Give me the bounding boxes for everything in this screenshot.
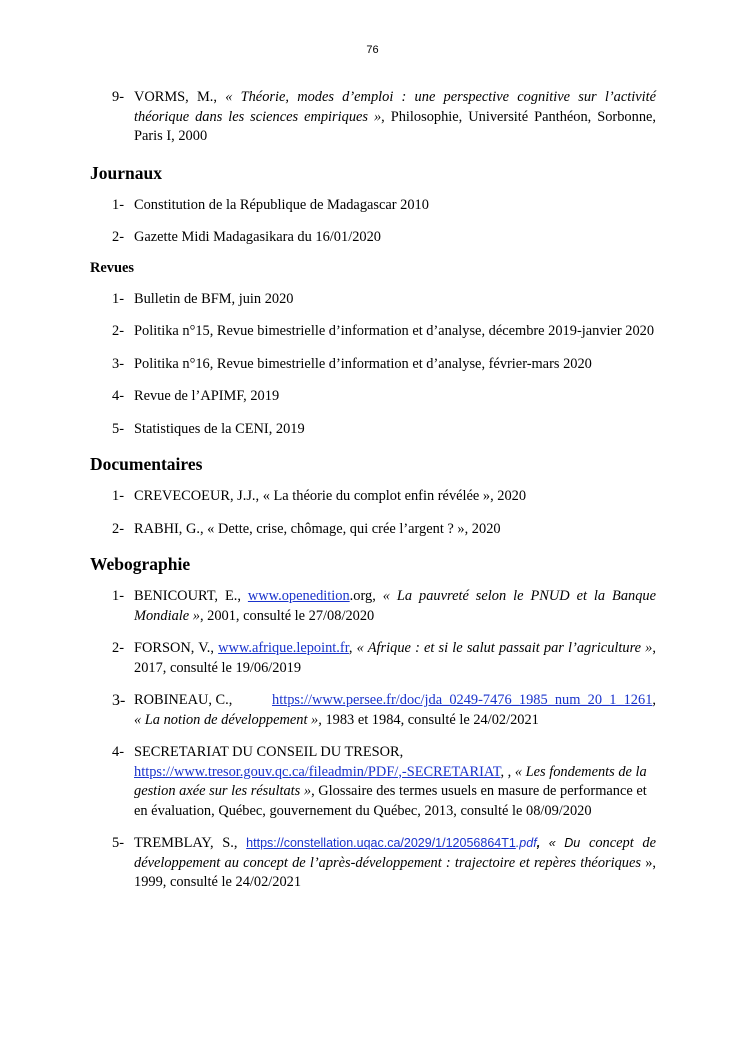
title-start: « Du <box>548 836 581 850</box>
title: « La notion de développement », <box>134 711 322 728</box>
list-item <box>90 834 656 893</box>
author: ROBINEAU, C., <box>134 692 233 708</box>
details: , 2017, consulté le 19/06/2019 <box>134 640 656 676</box>
details: , Philosophie, Université Panthéon, Sorbonne, Paris I, 2000 <box>134 108 656 144</box>
link[interactable]: www.openedition <box>247 588 350 604</box>
list-item <box>90 487 656 507</box>
list-item <box>90 420 656 440</box>
item-text: Constitution de la République de Madagascar 2010 <box>134 196 429 213</box>
list-item <box>90 88 656 147</box>
link[interactable]: https://www.tresor.gouv.qc.ca/fileadmin/PDF/,-SECRETARIAT <box>134 763 501 780</box>
list-item <box>90 520 656 540</box>
author: TREMBLAY, S., <box>134 835 247 851</box>
link-suffix: , , <box>500 763 515 780</box>
item-text: Politika n°16, Revue bimestrielle d’information et d’analyse, février-mars 2020 <box>134 355 592 372</box>
entry-line <box>134 691 656 711</box>
list-item <box>90 387 656 407</box>
link[interactable]: www.afrique.lepoint.fr <box>218 640 349 656</box>
item-text: RABHI, G., « Dette, crise, chômage, qui crée l’argent ? », 2020 <box>134 520 501 537</box>
title: « Afrique : et si le salut passait par l’agriculture » <box>356 640 653 656</box>
link[interactable]: https://www.persee.fr/doc/jda_0249-7476_1985_num_20_1_1261 <box>272 692 653 708</box>
author: BENICOURT, E., <box>134 588 248 604</box>
list-number: 5- <box>112 420 124 437</box>
list-number: 2- <box>112 520 124 537</box>
details: , Glossaire des termes usuels en masure de performance et en évaluation, Québec, gouvernement du Québec, 2013, consulté le 08/09/2020 <box>134 783 647 819</box>
list-number: 2- <box>112 323 124 339</box>
list-item <box>90 322 656 342</box>
list-item <box>90 743 656 821</box>
link-extension: .pdf <box>515 836 537 850</box>
link[interactable]: https://constellation.uqac.ca/2029/1/12056864T1 <box>246 836 516 850</box>
list-number: 1- <box>112 488 124 504</box>
link-suffix: , <box>652 692 656 708</box>
title: « Les fondements de la gestion axée sur les résultats » <box>134 763 647 799</box>
author: SECRETARIAT DU CONSEIL DU TRESOR, <box>134 744 404 760</box>
list-number: 3- <box>112 692 126 709</box>
item-text: CREVECOEUR, J.J., « La théorie du complot enfin révélée », 2020 <box>134 488 527 504</box>
list-item <box>90 355 656 375</box>
page-number: 76 <box>366 44 379 56</box>
list-item <box>90 290 656 310</box>
details: 1983 et 1984, consulté le 24/02/2021 <box>321 711 539 728</box>
item-text: Politika n°15, Revue bimestrielle d’information et d’analyse, décembre 2019-janvier 2020 <box>134 323 655 339</box>
item-text: Bulletin de BFM, juin 2020 <box>134 290 294 307</box>
list-number: 1- <box>112 196 124 213</box>
list-number: 9- <box>112 89 124 105</box>
author: FORSON, V., <box>134 640 219 656</box>
section-heading-documentaires: Documentaires <box>90 454 203 474</box>
list-item <box>90 691 656 730</box>
list-number: 4- <box>112 744 124 760</box>
list-item <box>90 196 656 216</box>
details: », 1999, consulté le 24/02/2021 <box>134 854 657 890</box>
list-item <box>90 587 656 626</box>
list-number: 1- <box>112 588 124 604</box>
item-text: Gazette Midi Madagasikara du 16/01/2020 <box>134 229 381 245</box>
list-item <box>90 639 656 678</box>
list-number: 2- <box>112 229 124 245</box>
details: , 2001, consulté le 27/08/2020 <box>199 607 375 624</box>
title: « La pauvreté selon le PNUD et la Banque Mondiale » <box>134 588 656 624</box>
title: concept de développement au concept de l’après-développement : trajectoire et repères théoriques <box>134 835 656 871</box>
link-suffix: , <box>348 640 357 656</box>
item-text: Statistiques de la CENI, 2019 <box>134 420 305 437</box>
list-number: 2- <box>112 640 124 656</box>
list-number: 3- <box>112 355 124 372</box>
list-number: 5- <box>112 835 124 851</box>
section-heading-journaux: Journaux <box>90 162 162 183</box>
section-heading-revues: Revues <box>90 259 134 276</box>
link-group <box>272 691 656 711</box>
list-item <box>90 228 656 248</box>
bibliography <box>90 88 656 893</box>
list-number: 1- <box>112 290 124 307</box>
author: VORMS, M., <box>134 89 226 105</box>
link-suffix: .org, <box>349 588 383 604</box>
section-heading-webographie: Webographie <box>90 554 191 574</box>
title: « Théorie, modes d’emploi : une perspective cognitive sur l’activité théorique dans les sciences empiriques » <box>134 89 656 125</box>
item-text: Revue de l’APIMF, 2019 <box>134 388 280 404</box>
list-number: 4- <box>112 388 124 404</box>
link-suffix: , <box>536 836 549 850</box>
